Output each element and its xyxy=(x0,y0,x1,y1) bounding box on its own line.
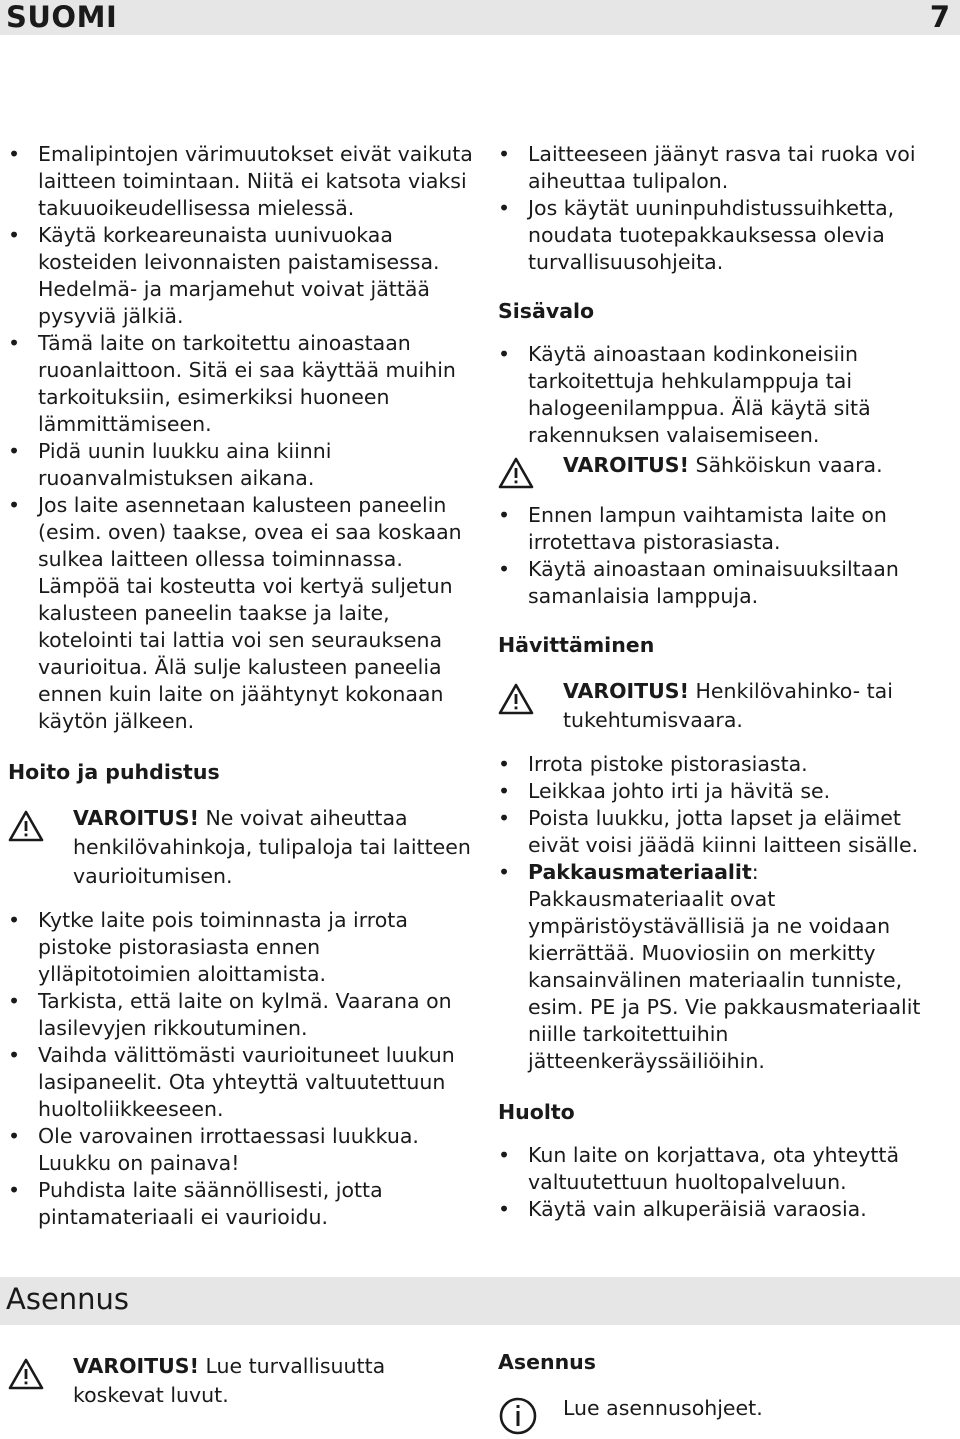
warning-icon xyxy=(8,1358,44,1390)
warning-label: VAROITUS! xyxy=(563,453,689,477)
installation-right xyxy=(498,1349,948,1423)
left-column xyxy=(8,141,478,1231)
disposal-section-title: Hävittäminen xyxy=(498,633,655,657)
list-item: • Ennen lampun vaihtamista laite on irrotettava pistorasiasta. xyxy=(498,502,948,556)
bullet-list-right-1 xyxy=(498,141,948,276)
installation-info xyxy=(498,1394,948,1423)
warning-text: Henkilövahinko- tai tukehtumisvaara. xyxy=(563,679,893,732)
list-item: • Jos laite asennetaan kalusteen paneelin (esim. oven) taakse, ovea ei saa koskaan sulkea laitteen ollessa toiminnassa. Lämpöä tai kosteutta voi kertyä suljetun kalusteen paneelin taakse ja laite, kotelointi tai lattia voi sen seurauksena vaurioitua. Älä sulje kalusteen paneelia ennen kuin laite on jäähtynyt kokonaan käytön jälkeen. xyxy=(8,492,478,735)
page-number: 7 xyxy=(929,0,950,34)
list-item: • Kytke laite pois toiminnasta ja irrota pistoke pistorasiasta ennen ylläpitotoimien aloittamista. xyxy=(8,907,478,988)
list-item: • Käytä ainoastaan ominaisuuksiltaan samanlaisia lamppuja. xyxy=(498,556,948,610)
light-warning xyxy=(498,451,948,480)
page-header xyxy=(0,0,960,35)
installation-header-bar xyxy=(0,1277,960,1325)
service-section-title: Huolto xyxy=(498,1100,575,1124)
light-section-title: Sisävalo xyxy=(498,299,595,323)
list-item: • Emalipintojen värimuutokset eivät vaikuta laitteen toimintaan. Niitä ei katsota viaksi takuuoikeudellisessa mielessä. xyxy=(8,141,478,222)
packaging-label: Pakkausmateriaalit xyxy=(528,860,752,884)
light-bullet-list-1 xyxy=(498,341,948,449)
info-text: Lue asennusohjeet. xyxy=(563,1396,763,1420)
installation-left xyxy=(8,1352,468,1410)
right-column xyxy=(498,141,948,1223)
installation-warning xyxy=(8,1352,468,1410)
care-section-title: Hoito ja puhdistus xyxy=(8,760,220,784)
list-item: • Irrota pistoke pistorasiasta. xyxy=(498,751,948,778)
list-item: • Tämä laite on tarkoitettu ainoastaan ruoanlaittoon. Sitä ei saa käyttää muihin tarkoituksiin, esimerkiksi huoneen lämmittämiseen. xyxy=(8,330,478,438)
list-item: • Leikkaa johto irti ja hävitä se. xyxy=(498,778,948,805)
warning-icon xyxy=(498,683,534,715)
list-item: • Käytä vain alkuperäisiä varaosia. xyxy=(498,1196,948,1223)
disposal-bullet-list xyxy=(498,751,948,1075)
language-title: SUOMI xyxy=(6,0,118,34)
bullet-list-1 xyxy=(8,141,478,735)
installation-title: Asennus xyxy=(6,1282,130,1316)
list-item: • Poista luukku, jotta lapset ja eläimet eivät voisi jäädä kiinni laitteen sisälle. xyxy=(498,805,948,859)
list-item: • Käytä ainoastaan kodinkoneisiin tarkoitettuja hehkulamppuja tai halogeenilamppua. Älä käytä sitä rakennuksen valaisemiseen. xyxy=(498,341,948,449)
list-item: • Jos käytät uuninpuhdistussuihketta, noudata tuotepakkauksessa olevia turvallisuusohjeita. xyxy=(498,195,948,276)
warning-text: Ne voivat aiheuttaa henkilövahinkoja, tulipaloja tai laitteen vaurioitumisen. xyxy=(73,806,471,888)
list-item: • Käytä korkeareunaista uunivuokaa kosteiden leivonnaisten paistamisessa. Hedelmä- ja marjamehut voivat jättää pysyviä jälkiä. xyxy=(8,222,478,330)
warning-text: Sähköiskun vaara. xyxy=(688,453,883,477)
info-icon xyxy=(498,1396,538,1436)
warning-text: Lue turvallisuutta koskevat luvut. xyxy=(73,1354,386,1407)
installation-sub-title: Asennus xyxy=(498,1350,596,1374)
list-item: • Ole varovainen irrottaessasi luukkua. Luukku on painava! xyxy=(8,1123,478,1177)
warning-label: VAROITUS! xyxy=(73,806,199,830)
list-item: • Vaihda välittömästi vaurioituneet luukun lasipaneelit. Ota yhteyttä valtuutettuun huoltoliikkeeseen. xyxy=(8,1042,478,1123)
list-item: • Kun laite on korjattava, ota yhteyttä valtuutettuun huoltopalveluun. xyxy=(498,1142,948,1196)
list-item: • Laitteeseen jäänyt rasva tai ruoka voi aiheuttaa tulipalon. xyxy=(498,141,948,195)
list-item: • Pidä uunin luukku aina kiinni ruoanvalmistuksen aikana. xyxy=(8,438,478,492)
warning-label: VAROITUS! xyxy=(73,1354,199,1378)
packaging-colon: : xyxy=(751,860,759,884)
warning-icon xyxy=(498,457,534,489)
warning-label: VAROITUS! xyxy=(563,679,689,703)
list-item xyxy=(498,859,948,1075)
disposal-warning xyxy=(498,677,948,735)
list-item: • Puhdista laite säännöllisesti, jotta pintamateriaali ei vaurioidu. xyxy=(8,1177,478,1231)
care-warning xyxy=(8,804,478,891)
bullet-list-2 xyxy=(8,907,478,1231)
light-bullet-list-2 xyxy=(498,502,948,610)
service-bullet-list xyxy=(498,1142,948,1223)
list-item: • Tarkista, että laite on kylmä. Vaarana on lasilevyjen rikkoutuminen. xyxy=(8,988,478,1042)
packaging-text: Pakkausmateriaalit ovat ympäristöystävällisiä ja ne voidaan kierrättää. Muoviosiin on merkitty kansainvälinen materiaalin tunniste, esim. PE ja PS. Vie pakkausmateriaalit niille tarkoitettuihin jätteenkeräyssäiliöihin. xyxy=(528,887,921,1073)
warning-icon xyxy=(8,810,44,842)
